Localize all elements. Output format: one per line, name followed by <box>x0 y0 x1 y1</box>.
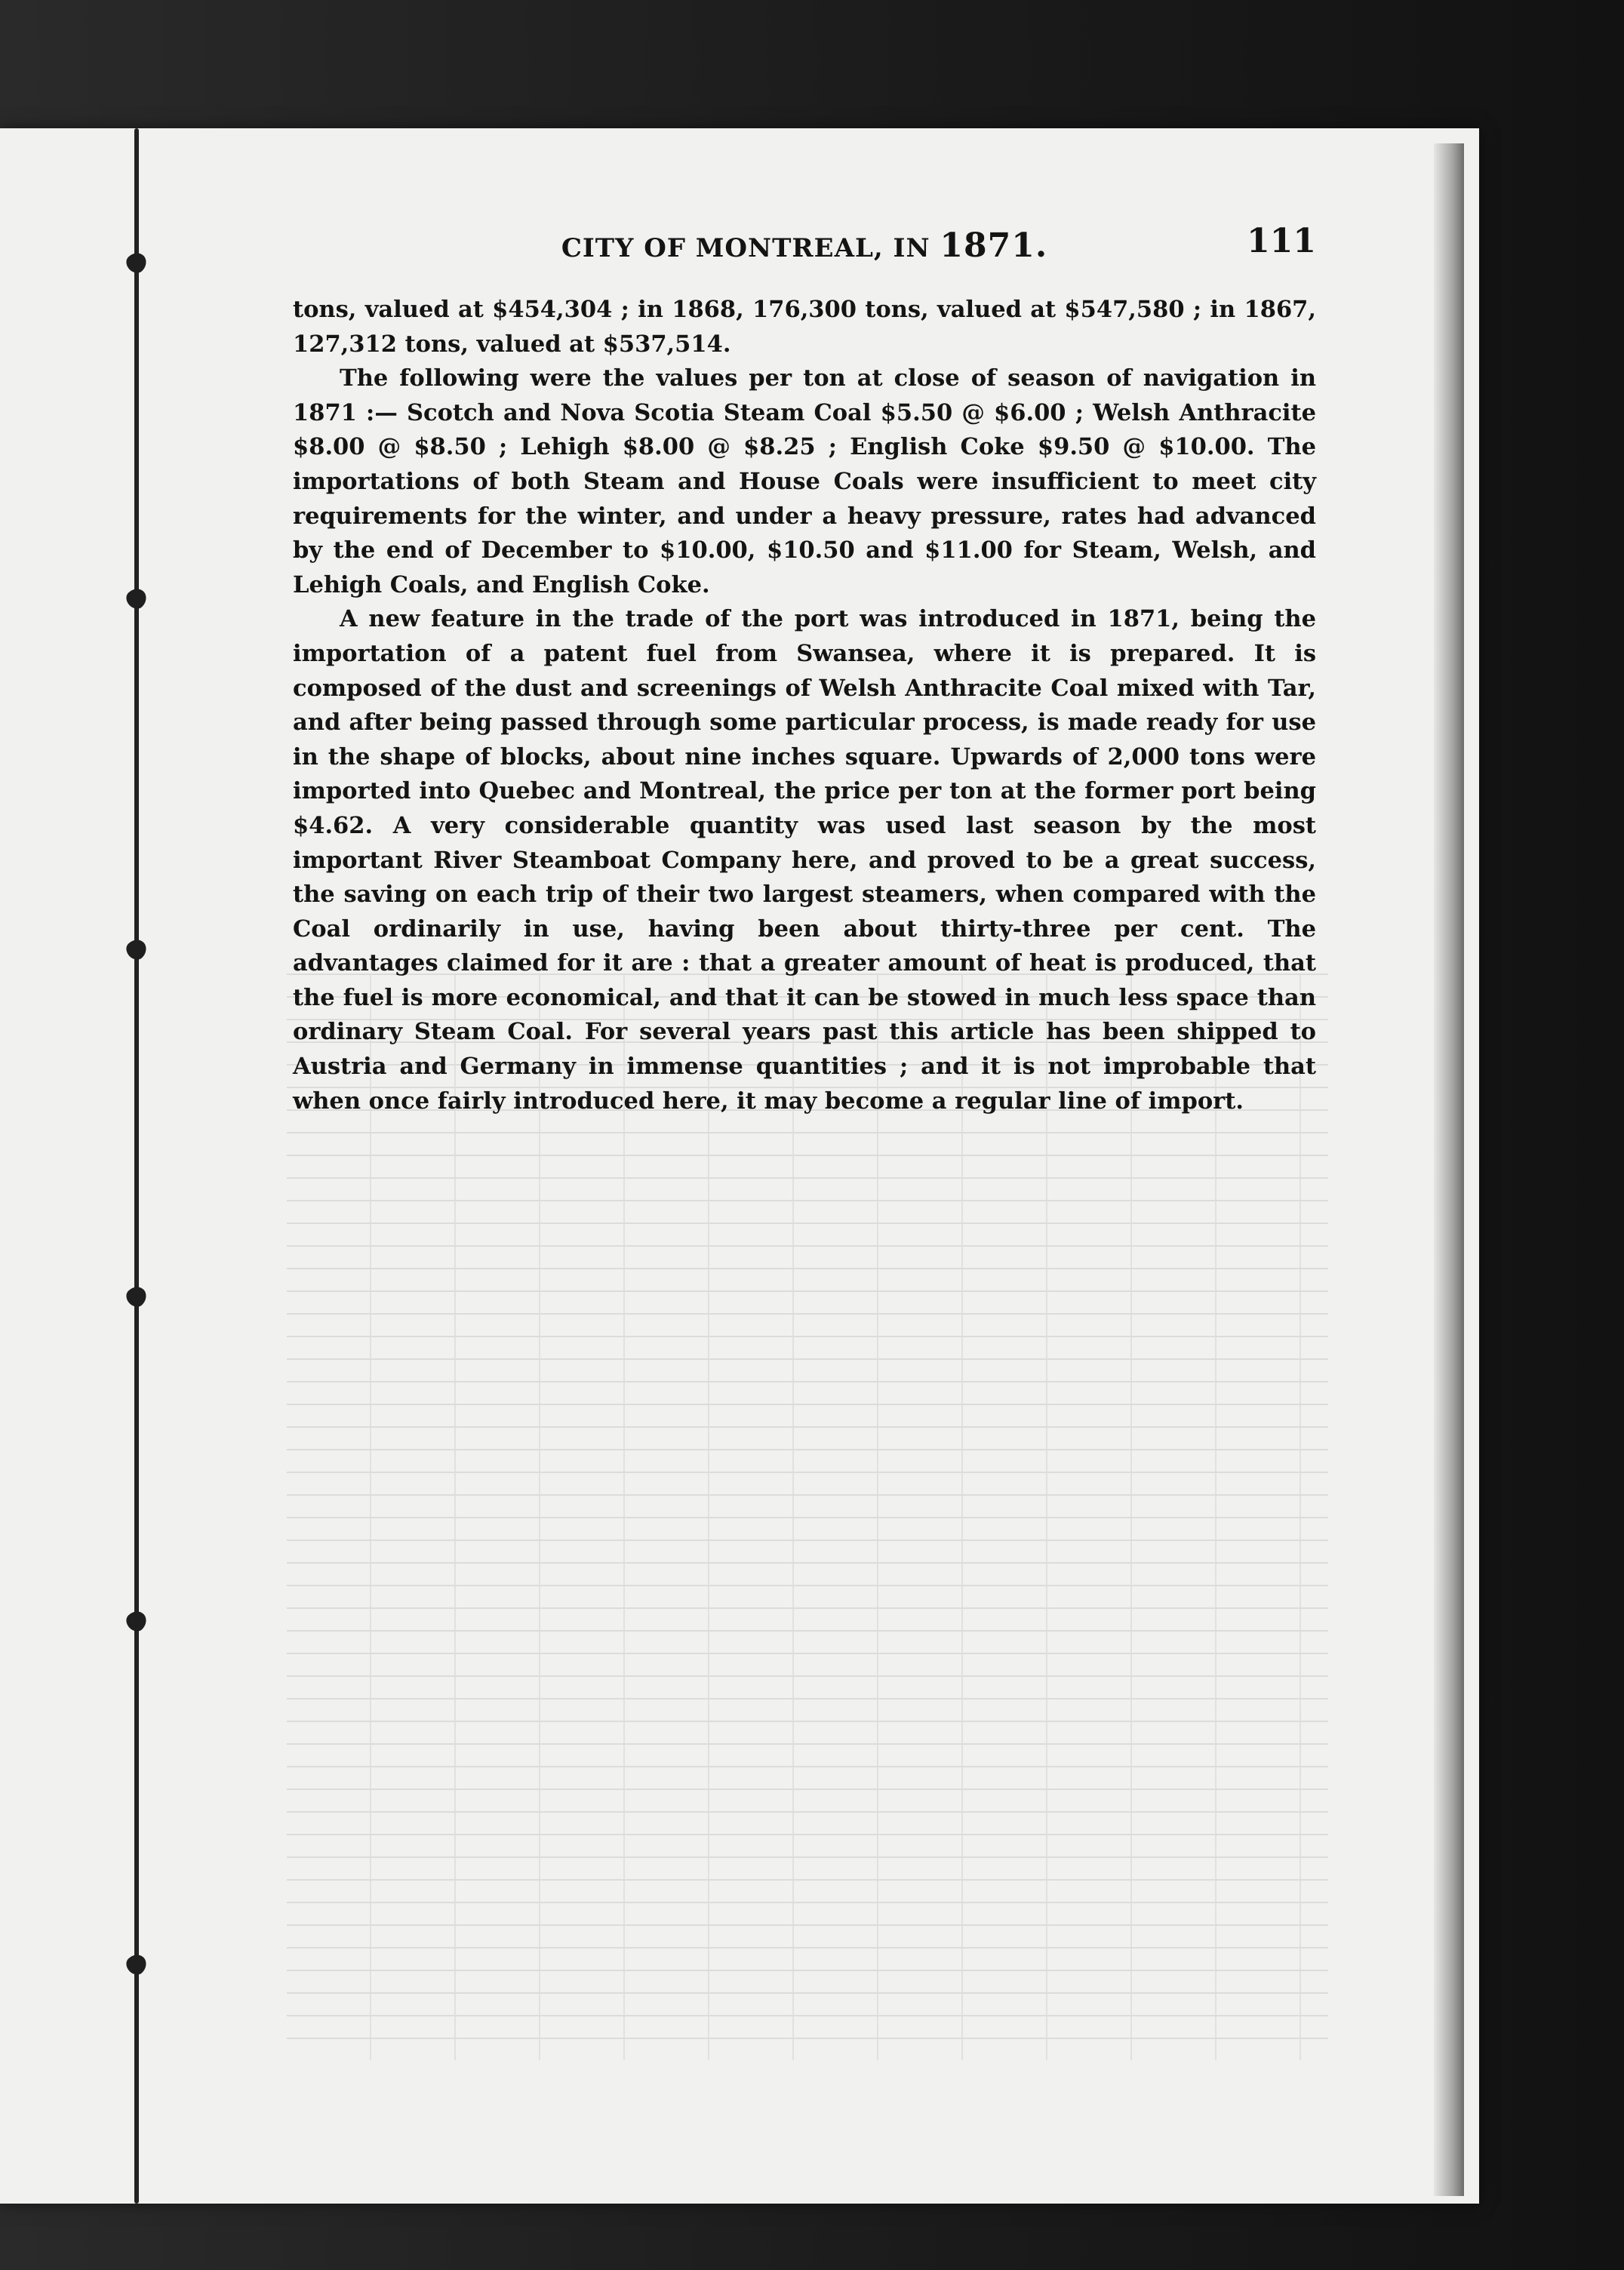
paragraph: The following were the values per ton at close of season of navigation in 1871 :— Scotch and Nova Scotia Steam Coal $5.50 @ $6.00 ; Welsh Anthracite $8.00 @ $8.50 ; Lehigh $8.00 @ $8.25 ; English Coke $9.50 @ $10.00. The importations of both Steam and House Coals were insufficient to meet city requirements for the winter, and under a heavy pressure, rates had advanced by the end of December to $10.00, $10.50 and $11.00 for Steam, Welsh, and Lehigh Coals, and English Coke. <box>293 364 1316 598</box>
page-number: 111 <box>1247 222 1316 260</box>
paragraph: A new feature in the trade of the port was introduced in 1871, being the importation of a patent fuel from Swansea, where it is prepared. It is composed of the dust and screenings of Welsh Anthracite Coal mixed with Tar, and after being passed through some particular process, is made ready for use in the shape of blocks, about nine inches square. Upwards of 2,000 tons were imported into Quebec and Montreal, the price per ton at the former port being $4.62. A very considerable quantity was used last season by the most important River Steamboat Company here, and proved to be a great success, the saving on each trip of their two largest steamers, when compared with the Coal ordinarily in use, having been about thirty-three per cent. The advantages claimed for it are : that a greater amount of heat is produced, that the fuel is more economical, and that it can be stowed in much less space than ordinary Steam Coal. For several years past this article has been shipped to Austria and Germany in immense quantities ; and it is not improbable that when once fairly introduced here, it may become a regular line of import. <box>293 605 1316 1115</box>
body-text <box>293 293 1316 1118</box>
paragraph: tons, valued at $454,304 ; in 1868, 176,300 tons, valued at $547,580 ; in 1867, 127,312 tons, valued at $537,514. <box>293 296 1316 358</box>
running-head-year: 1871. <box>940 226 1048 265</box>
binding-thread <box>134 128 139 2204</box>
show-through-table <box>287 974 1328 2060</box>
running-head <box>293 226 1316 265</box>
page-edge-shadow <box>1434 143 1464 2196</box>
page-header <box>293 222 1316 272</box>
running-head-title: CITY OF MONTREAL, IN <box>561 233 930 263</box>
